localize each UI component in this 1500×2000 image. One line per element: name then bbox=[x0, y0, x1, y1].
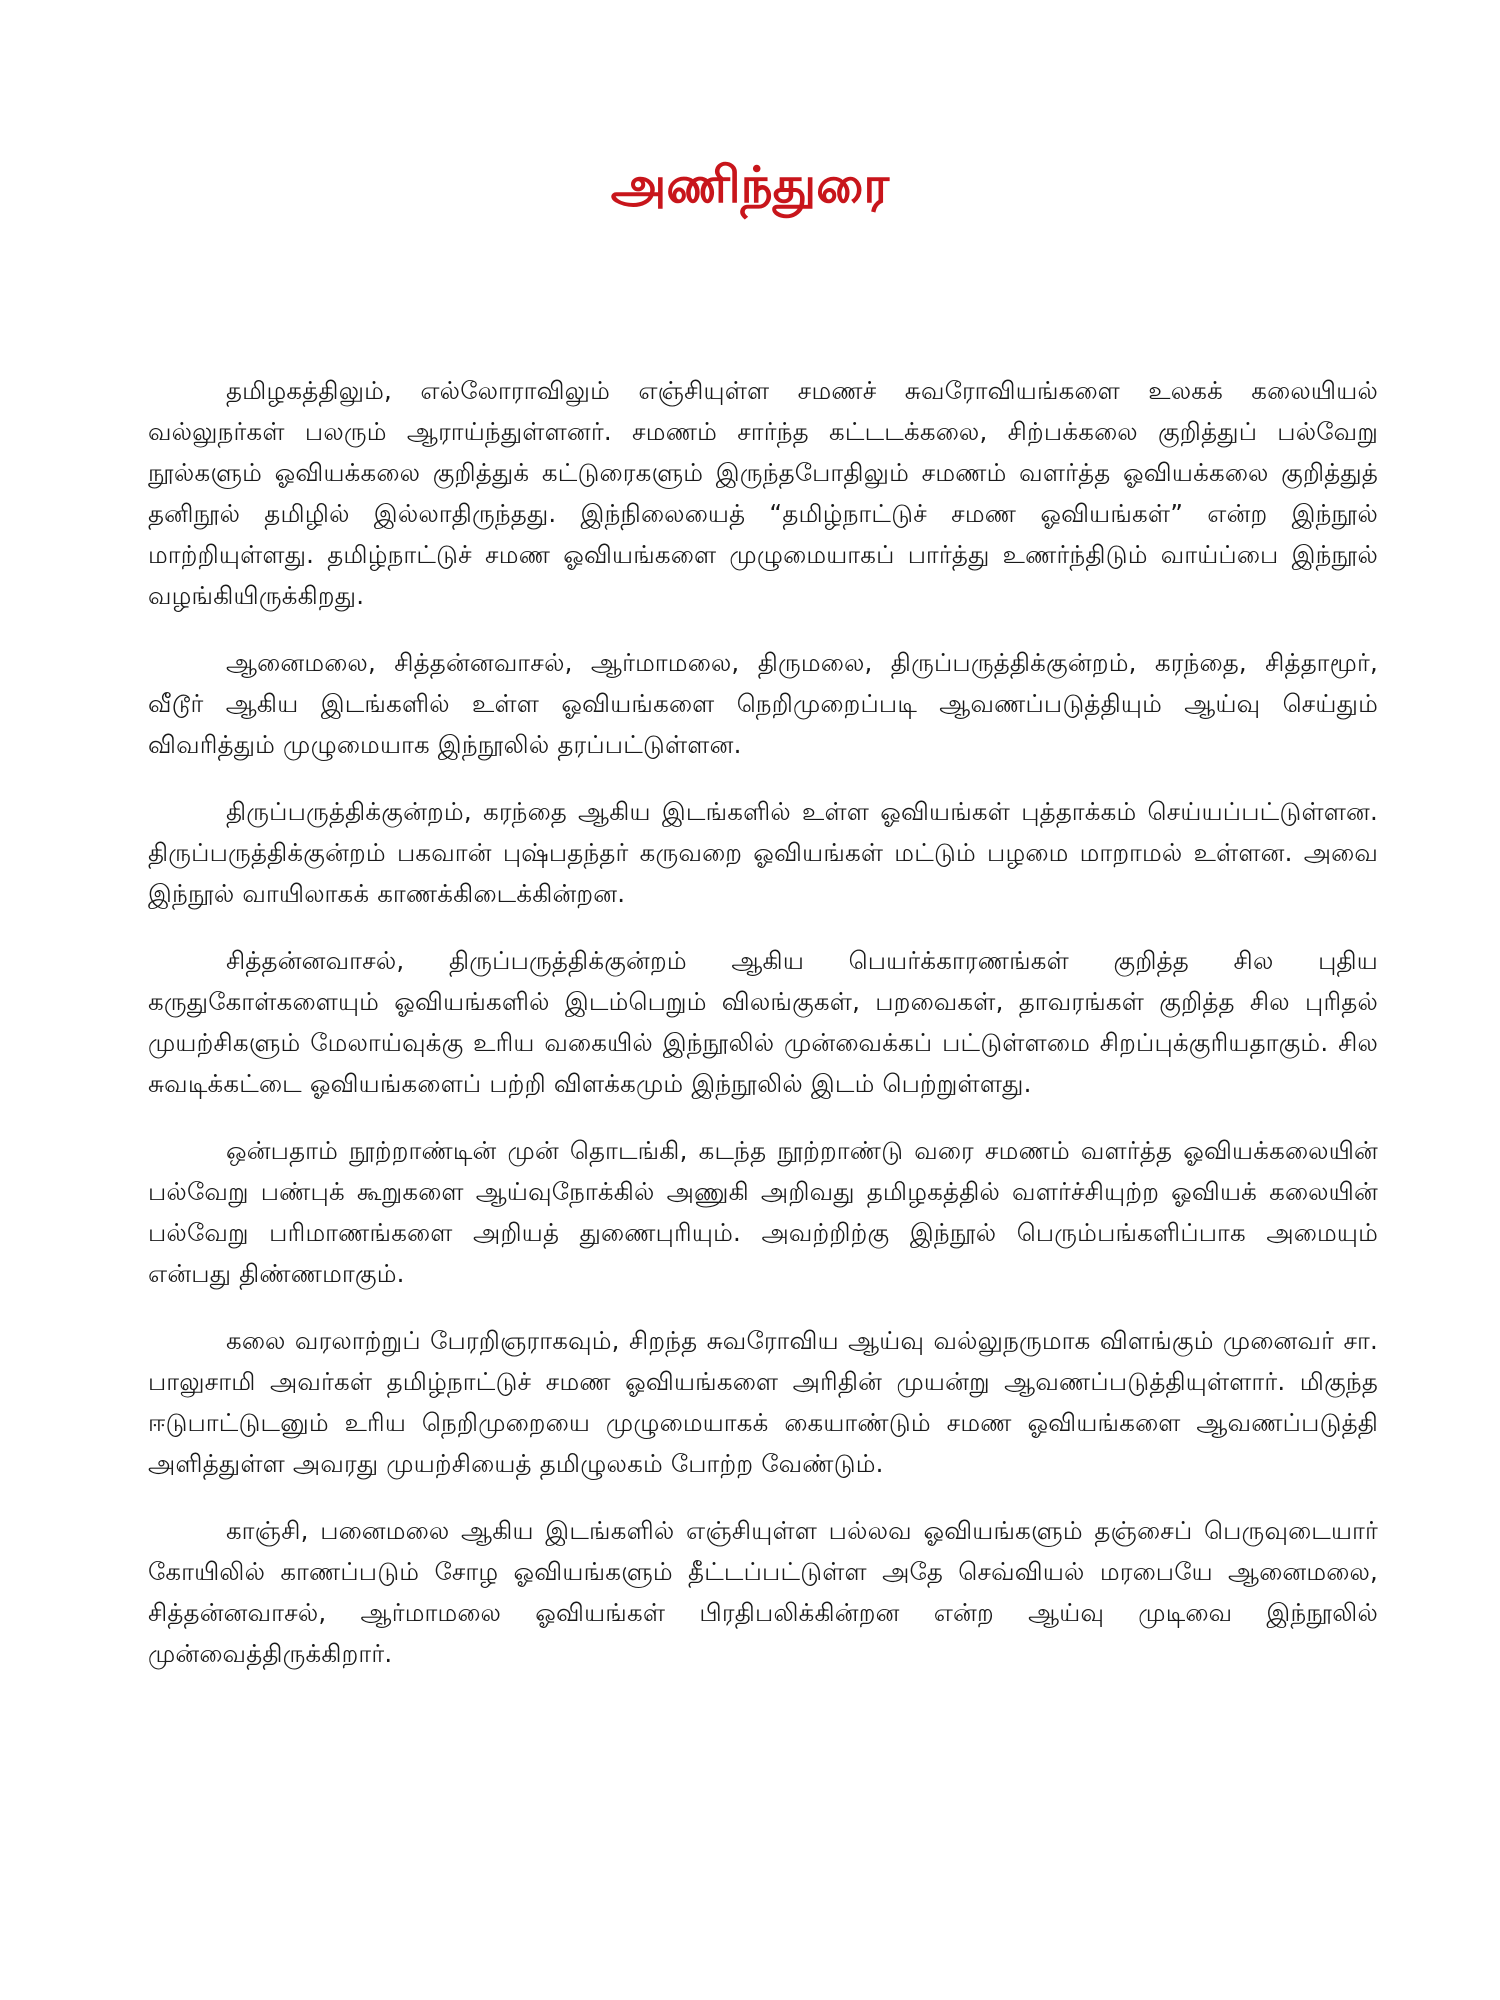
paragraph-7: காஞ்சி, பனைமலை ஆகிய இடங்களில் எஞ்சியுள்ள பல்லவ ஓவியங்களும் தஞ்சைப் பெருவுடையார் கோயிலில் காணப்படும் சோழ ஓவியங்களும் தீட்டப்பட்டுள்ள அதே செவ்வியல் மரபையே ஆனைமலை, சித்தன்னவாசல், ஆர்மாமலை ஓவியங்கள் பிரதிபலிக்கின்றன என்ற ஆய்வு முடிவை இந்நூலில் முன்வைத்திருக்கிறார். bbox=[148, 1516, 1378, 1668]
paragraph-2: ஆனைமலை, சித்தன்னவாசல், ஆர்மாமலை, திருமலை, திருப்பருத்திக்குன்றம், கரந்தை, சித்தாமூர், வீடூர் ஆகிய இடங்களில் உள்ள ஓவியங்களை நெறிமுறைப்படி ஆவணப்படுத்தியும் ஆய்வு செய்தும் விவரித்தும் முழுமையாக இந்நூலில் தரப்பட்டுள்ளன. bbox=[148, 648, 1378, 759]
paragraph-5: ஒன்பதாம் நூற்றாண்டின் முன் தொடங்கி, கடந்த நூற்றாண்டு வரை சமணம் வளர்த்த ஓவியக்கலையின் பல்வேறு பண்புக் கூறுகளை ஆய்வுநோக்கில் அணுகி அறிவது தமிழகத்தில் வளர்ச்சியுற்ற ஓவியக் கலையின் பல்வேறு பரிமாணங்களை அறியத் துணைபுரியும். அவற்றிற்கு இந்நூல் பெரும்பங்களிப்பாக அமையும் என்பது திண்ணமாகும். bbox=[148, 1136, 1378, 1288]
paragraph-3: திருப்பருத்திக்குன்றம், கரந்தை ஆகிய இடங்களில் உள்ள ஓவியங்கள் புத்தாக்கம் செய்யப்பட்டுள்ளன. திருப்பருத்திக்குன்றம் பகவான் புஷ்பதந்தர் கருவறை ஓவியங்கள் மட்டும் பழமை மாறாமல் உள்ளன. அவை இந்நூல் வாயிலாகக் காணக்கிடைக்கின்றன. bbox=[148, 797, 1378, 908]
paragraph-4: சித்தன்னவாசல், திருப்பருத்திக்குன்றம் ஆகிய பெயர்க்காரணங்கள் குறித்த சில புதிய கருதுகோள்களையும் ஓவியங்களில் இடம்பெறும் விலங்குகள், பறவைகள், தாவரங்கள் குறித்த சில புரிதல் முயற்சிகளும் மேலாய்வுக்கு உரிய வகையில் இந்நூலில் முன்வைக்கப் பட்டுள்ளமை சிறப்புக்குரியதாகும். சில சுவடிக்கட்டை ஓவியங்களைப் பற்றி விளக்கமும் இந்நூலில் இடம் பெற்றுள்ளது. bbox=[148, 946, 1378, 1098]
document-body bbox=[148, 370, 1378, 1700]
page-title: அணிந்துரை bbox=[610, 156, 890, 214]
paragraph-6: கலை வரலாற்றுப் பேரறிஞராகவும், சிறந்த சுவரோவிய ஆய்வு வல்லுநருமாக விளங்கும் முனைவர் சா. பாலுசாமி அவர்கள் தமிழ்நாட்டுச் சமண ஓவியங்களை அரிதின் முயன்று ஆவணப்படுத்தியுள்ளார். மிகுந்த ஈடுபாட்டுடனும் உரிய நெறிமுறையை முழுமையாகக் கையாண்டும் சமண ஓவியங்களை ஆவணப்படுத்தி அளித்துள்ள அவரது முயற்சியைத் தமிழுலகம் போற்ற வேண்டும். bbox=[148, 1326, 1378, 1478]
paragraph-1: தமிழகத்திலும், எல்லோராவிலும் எஞ்சியுள்ள சமணச் சுவரோவியங்களை உலகக் கலையியல் வல்லுநர்கள் பலரும் ஆராய்ந்துள்ளனர். சமணம் சார்ந்த கட்டடக்கலை, சிற்பக்கலை குறித்துப் பல்வேறு நூல்களும் ஓவியக்கலை குறித்துக் கட்டுரைகளும் இருந்தபோதிலும் சமணம் வளர்த்த ஓவியக்கலை குறித்துத் தனிநூல் தமிழில் இல்லாதிருந்தது. இந்நிலையைத் “தமிழ்நாட்டுச் சமண ஓவியங்கள்” என்ற இந்நூல் மாற்றியுள்ளது. தமிழ்நாட்டுச் சமண ஓவியங்களை முழுமையாகப் பார்த்து உணர்ந்திடும் வாய்ப்பை இந்நூல் வழங்கியிருக்கிறது. bbox=[148, 376, 1378, 610]
